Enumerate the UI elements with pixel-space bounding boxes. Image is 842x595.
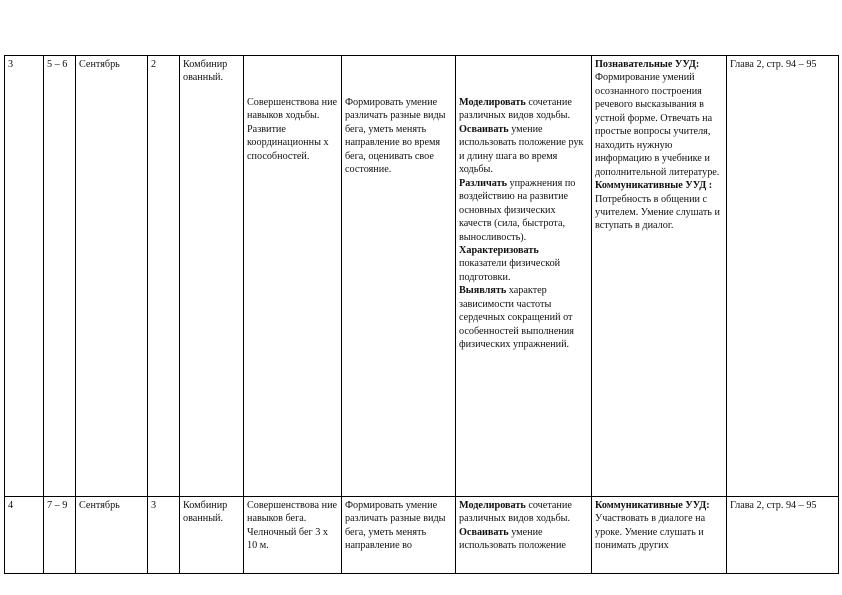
reference-cell: Глава 2, стр. 94 – 95 bbox=[727, 56, 839, 497]
hours-cell: 5 – 6 bbox=[44, 56, 76, 497]
topic-cell: Совершенствова ние навыков ходьбы. Развитие координационны х способностей. bbox=[244, 56, 342, 497]
lesson-type-cell: Комбинир ованный. bbox=[180, 56, 244, 497]
uud-item: Коммуникативные УУД: Участвовать в диалоге на уроке. Умение слушать и понимать других bbox=[595, 500, 710, 552]
table-row bbox=[5, 56, 839, 497]
month-cell: Сентябрь bbox=[76, 56, 148, 497]
row-number: 4 bbox=[5, 497, 44, 574]
uud-item: Коммуникативные УУД : Потребность в общении с учителем. Умение слушать и вступать в диалог. bbox=[595, 180, 720, 232]
activities-cell bbox=[456, 56, 592, 497]
month-cell: Сентябрь bbox=[76, 497, 148, 574]
hours-cell: 7 – 9 bbox=[44, 497, 76, 574]
lesson-type-cell: Комбинир ованный. bbox=[180, 497, 244, 574]
activity-item: Характеризовать показатели физической подготовки. bbox=[459, 244, 561, 283]
row-number: 3 bbox=[5, 56, 44, 497]
goal-cell: Формировать умение различать разные виды бега, уметь менять направление во bbox=[342, 497, 456, 574]
uud-cell bbox=[592, 56, 727, 497]
activity-item: Моделировать сочетание различных видов ходьбы. bbox=[459, 500, 572, 525]
activity-item: Выявлять характер зависимости частоты сердечных сокращений от особенностей выполнения физических упражнений. bbox=[459, 285, 574, 351]
activities-cell bbox=[456, 497, 592, 574]
activity-item: Моделировать сочетание различных видов ходьбы. bbox=[459, 97, 572, 122]
topic-cell: Совершенствова ние навыков бега. Челночный бег 3 х 10 м. bbox=[244, 497, 342, 574]
lesson-plan-table bbox=[4, 55, 839, 574]
goal-cell: Формировать умение различать разные виды бега, уметь менять направление во время бега, оценивать свое состояние. bbox=[342, 56, 456, 497]
table-row bbox=[5, 497, 839, 574]
lesson-number-cell: 3 bbox=[148, 497, 180, 574]
lesson-number-cell: 2 bbox=[148, 56, 180, 497]
reference-cell: Глава 2, стр. 94 – 95 bbox=[727, 497, 839, 574]
activity-item: Различать упражнения по воздействию на развитие основных физических качеств (сила, быстрота, выносливость). bbox=[459, 177, 576, 243]
activity-item: Осваивать умение использовать положение bbox=[459, 526, 566, 552]
activity-item: Осваивать умение использовать положение рук и длину шага во время ходьбы. bbox=[459, 123, 584, 176]
uud-item: Познавательные УУД: Формирование умений осознанного построения речевого высказывания в устной форме. Отвечать на простые вопросы учителя, находить нужную информацию в учебнике и дополнительной литературе. bbox=[595, 59, 720, 178]
uud-cell bbox=[592, 497, 727, 574]
